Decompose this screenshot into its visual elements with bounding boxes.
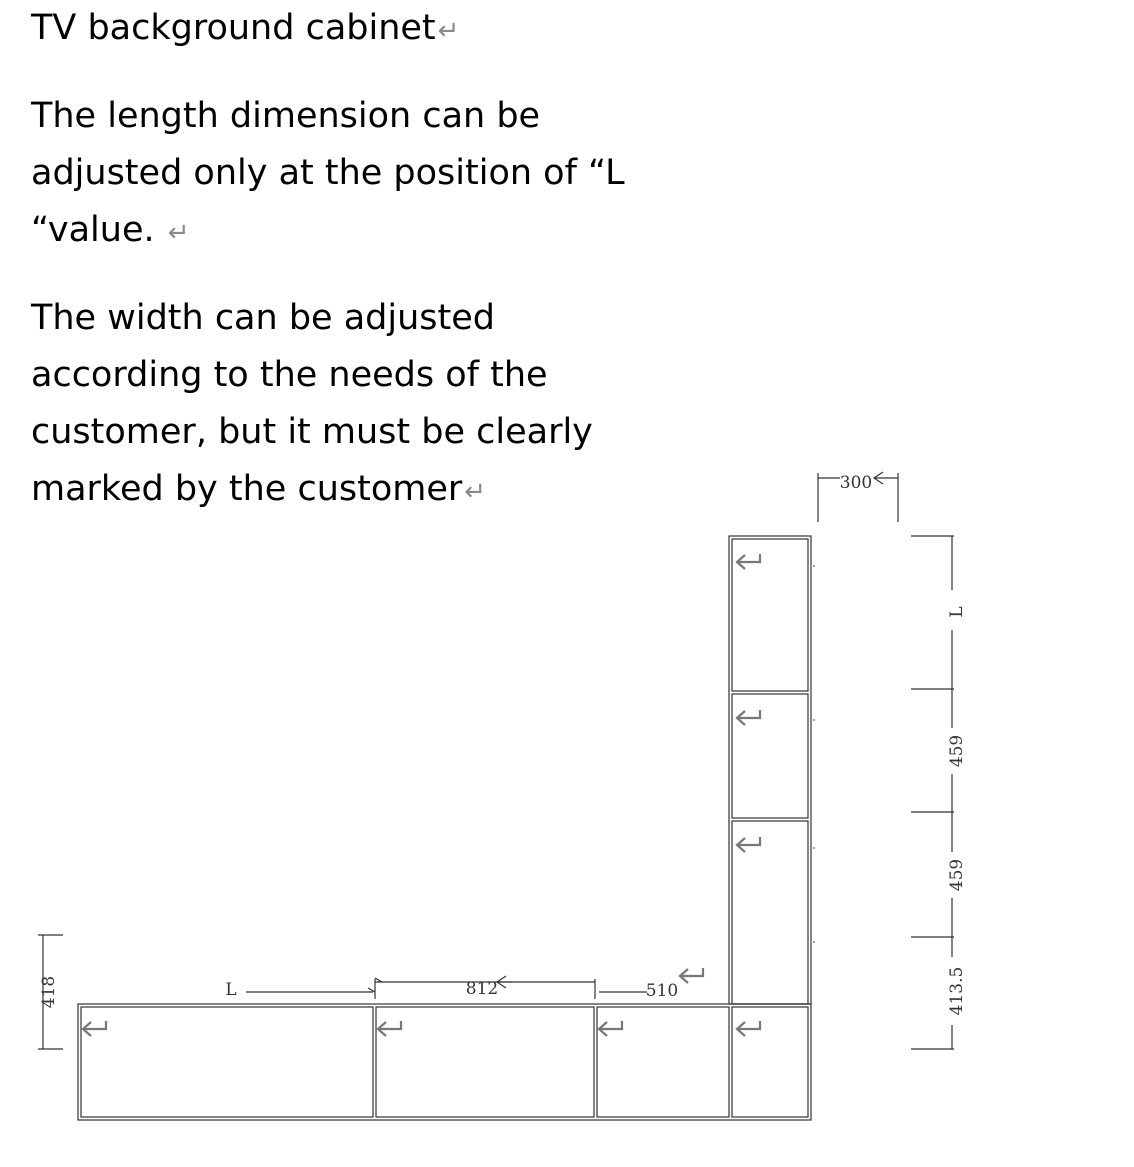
dim-label-459-upper: 459 [947, 734, 967, 768]
paragraph-mark-icon: ↵ [167, 218, 190, 248]
bottom-height-dimension [38, 935, 63, 1049]
paragraph-mark-icon: ↵ [437, 16, 460, 46]
tower-height-dimension [911, 536, 967, 1049]
dim-label-510: 510 [645, 981, 679, 1001]
cabinet-l [81, 1007, 373, 1117]
dim-label-459-lower: 459 [947, 858, 967, 892]
title-text: TV background cabinet [31, 8, 436, 48]
dim-label-300: 300 [839, 473, 873, 493]
tower-dot [813, 719, 815, 721]
tower-depth-dimension [818, 472, 898, 522]
paragraph-mark-icon: ↵ [464, 477, 487, 507]
dim-label-tower-l: L [947, 606, 967, 618]
cabinet-812 [376, 1007, 594, 1117]
tower-dot [813, 847, 815, 849]
dim-label-812: 812 [465, 979, 499, 999]
tower-box-lower [732, 821, 808, 1004]
tower-dot [813, 565, 815, 567]
tower-cabinet [729, 536, 815, 1004]
length-note-text: The length dimension can be adjusted only at the position of “L “value. [31, 96, 625, 250]
bottom-dimension-line [225, 976, 678, 1001]
cabinet-510 [597, 1007, 729, 1117]
width-note-text: The width can be adjusted according to the needs of the customer, but it must be clearly marked by the customer [31, 298, 593, 509]
bottom-row-outline [78, 1004, 811, 1120]
dim-label-418: 418 [39, 975, 59, 1009]
tower-dot [813, 941, 815, 943]
tower-outline [729, 536, 811, 1004]
dim-label-l: L [225, 980, 237, 1000]
dim-label-413-5: 413.5 [947, 966, 967, 1016]
bottom-cabinet-row [78, 1004, 811, 1120]
paragraph-mark-icon [83, 554, 760, 1036]
